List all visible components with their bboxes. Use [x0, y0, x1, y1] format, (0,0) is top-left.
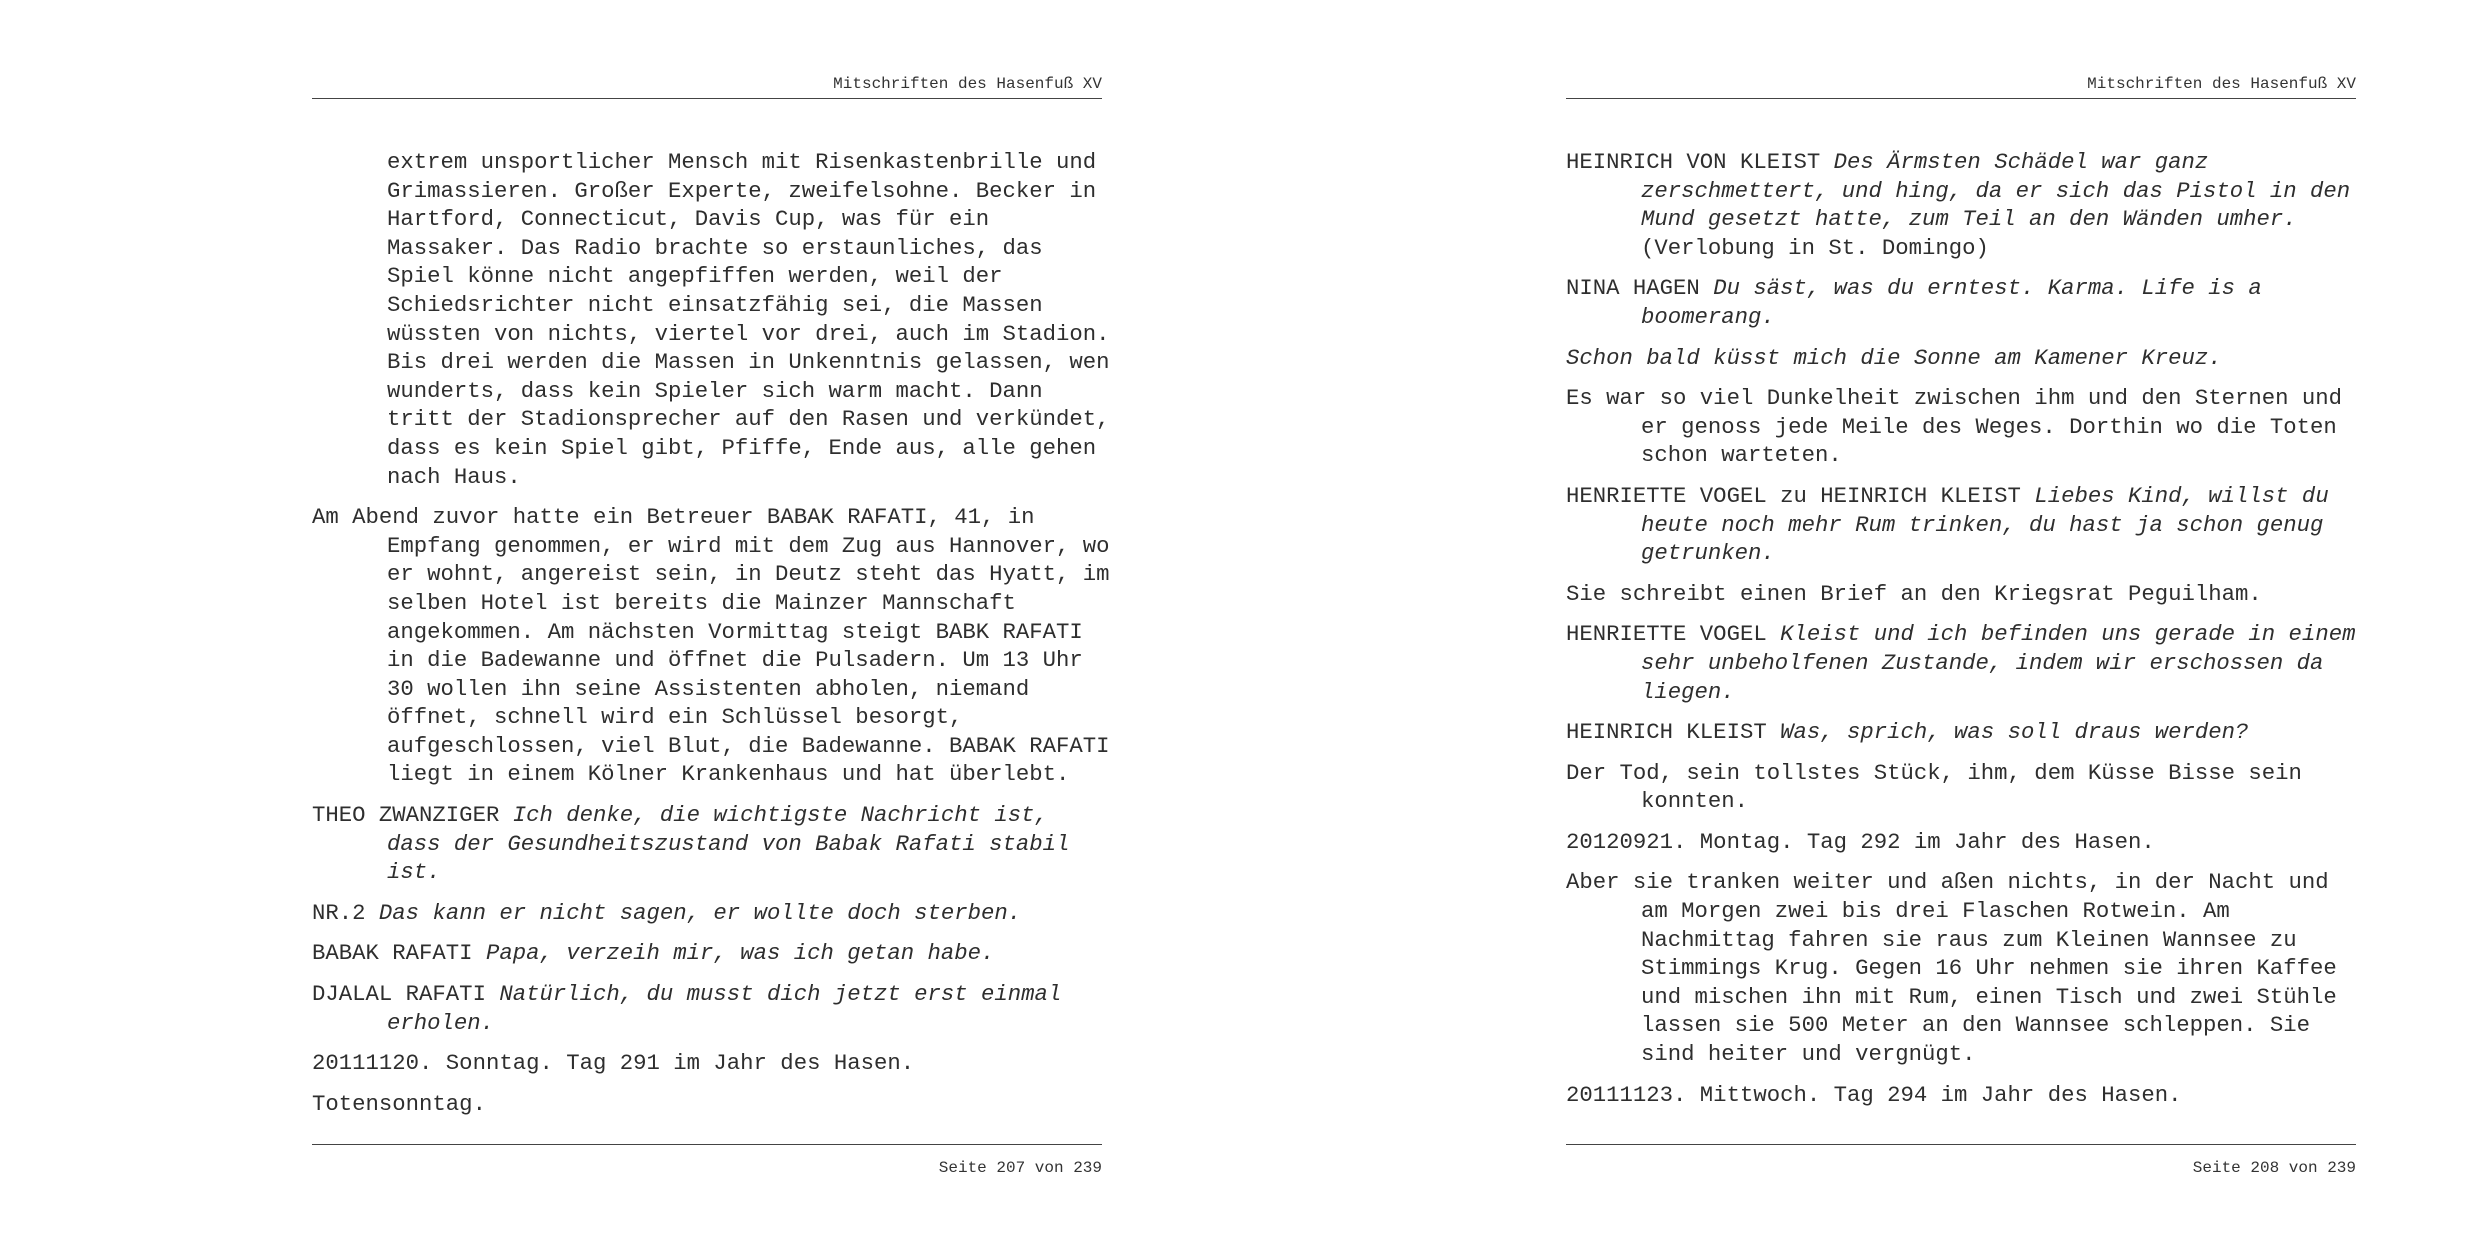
left-page	[312, 0, 1110, 1240]
date-line: 20111123. Mittwoch. Tag 294 im Jahr des Hasen.	[1566, 1081, 2182, 1108]
paragraph: Aber sie tranken weiter und aßen nichts, in der Nacht und am Morgen zwei bis drei Flaschen Rotwein. Am Nachmittag fahren sie raus zum Kleinen Wannsee zu Stimmings Krug. Gegen 16 Uhr nehmen sie ihren Kaffee und mischen ihn mit Rum, einen Tisch und zwei Stühle lassen sie 500 Meter an den Wannsee schleppen. Sie sind heiter und vergnügt.	[1566, 869, 2337, 1068]
header-rule	[1566, 98, 2356, 99]
speaker-name: NR.2	[312, 899, 366, 926]
header-rule	[312, 98, 1102, 99]
paragraph: Sie schreibt einen Brief an den Kriegsrat Peguilham.	[1566, 580, 2262, 607]
speaker-name: HENRIETTE VOGEL zu HEINRICH KLEIST	[1566, 482, 2021, 509]
page-body	[312, 148, 1112, 1130]
speech-text: Natürlich, du musst dich jetzt erst einmal erholen.	[387, 981, 1062, 1036]
page-number: Seite 208 von 239	[2192, 1159, 2356, 1177]
dialogue-line	[1566, 620, 2366, 706]
footer-rule	[1566, 1144, 2356, 1145]
speaker-name: THEO ZWANZIGER	[312, 802, 500, 829]
date-line: 20120921. Montag. Tag 292 im Jahr des Hasen.	[1566, 828, 2155, 855]
speaker-name: DJALAL RAFATI	[312, 981, 486, 1008]
dialogue-line	[312, 801, 1112, 887]
speech-text: Papa, verzeih mir, was ich getan habe.	[485, 940, 995, 967]
dialogue-line	[312, 899, 1112, 928]
dialogue-line	[1566, 482, 2366, 568]
dialogue-line	[1566, 718, 2366, 747]
date-line: 20111120. Sonntag. Tag 291 im Jahr des Hasen.	[312, 1050, 915, 1077]
running-header: Mitschriften des Hasenfuß XV	[833, 75, 1102, 93]
speech-text: Liebes Kind, willst du heute noch mehr Rum trinken, du hast ja schon genug getrunken.	[1641, 482, 2329, 567]
speech-text: Kleist und ich befinden uns gerade in einem sehr unbeholfenen Zustande, indem wir erschossen da liegen.	[1641, 621, 2356, 705]
speaker-name: HEINRICH VON KLEIST	[1566, 149, 1821, 175]
speech-text: Du säst, was du erntest. Karma. Life is a boomerang.	[1641, 275, 2262, 330]
right-page	[1566, 0, 2356, 1240]
speaker-name: BABAK RAFATI	[312, 940, 473, 967]
speech-text: Des Ärmsten Schädel war ganz zerschmettert, und hing, da er sich das Pistol in den Mund gesetzt hatte, zum Teil an den Wänden umher.	[1641, 149, 2351, 233]
speaker-name: HEINRICH KLEIST	[1566, 719, 1767, 746]
paragraph: Der Tod, sein tollstes Stück, ihm, dem Küsse Bisse sein konnten.	[1566, 759, 2302, 815]
dialogue-line	[312, 980, 1112, 1037]
page-body	[1566, 148, 2366, 1121]
page-number: Seite 207 von 239	[938, 1159, 1102, 1177]
speaker-name: NINA HAGEN	[1566, 275, 1700, 302]
dialogue-line	[312, 939, 1112, 968]
speech-text: Was, sprich, was soll draus werden?	[1780, 719, 2249, 746]
dialogue-line	[1566, 274, 2366, 331]
running-header: Mitschriften des Hasenfuß XV	[2087, 75, 2356, 93]
paragraph: Totensonntag.	[312, 1090, 486, 1117]
footer-rule	[312, 1144, 1102, 1145]
italic-line: Schon bald küsst mich die Sonne am Kamener Kreuz.	[1566, 344, 2222, 371]
speech-text: Das kann er nicht sagen, er wollte doch sterben.	[378, 899, 1022, 926]
source-citation: (Verlobung in St. Domingo)	[1641, 234, 1989, 261]
speaker-name: HENRIETTE VOGEL	[1566, 621, 1767, 648]
paragraph: extrem unsportlicher Mensch mit Risenkastenbrille und Grimassieren. Großer Experte, zweifelsohne. Becker in Hartford, Connecticut, Davis Cup, was für ein Massaker. Das Radio brachte so erstaunliches, das Spiel könne nicht angepfiffen werden, weil der Schiedsrichter nicht einsatzfähig sei, die Massen wüssten von nichts, viertel vor drei, auch im Stadion. Bis drei werden die Massen in Unkenntnis gelassen, wen wunderts, dass kein Spieler sich warm macht. Dann tritt der Stadionsprecher auf den Rasen und verkündet, dass es kein Spiel gibt, Pfiffe, Ende aus, alle gehen nach Haus.	[387, 149, 1110, 490]
dialogue-line	[1566, 148, 2366, 262]
paragraph: Am Abend zuvor hatte ein Betreuer BABAK RAFATI, 41, in Empfang genommen, er wird mit dem Zug aus Hannover, wo er wohnt, angereist sein, in Deutz steht das Hyatt, im selben Hotel ist bereits die Mainzer Mannschaft angekommen. Am nächsten Vormittag steigt BABK RAFATI in die Badewanne und öffnet die Pulsadern. Um 13 Uhr 30 wollen ihn seine Assistenten abholen, niemand öffnet, schnell wird ein Schlüssel besorgt, aufgeschlossen, viel Blut, die Badewanne. BABAK RAFATI liegt in einem Kölner Krankenhaus und hat überlebt.	[312, 504, 1110, 788]
speech-text: Ich denke, die wichtigste Nachricht ist, dass der Gesundheitszustand von Babak Rafati stabil ist.	[387, 802, 1070, 886]
paragraph: Es war so viel Dunkelheit zwischen ihm und den Sternen und er genoss jede Meile des Weges. Dorthin wo die Toten schon warteten.	[1566, 385, 2343, 469]
